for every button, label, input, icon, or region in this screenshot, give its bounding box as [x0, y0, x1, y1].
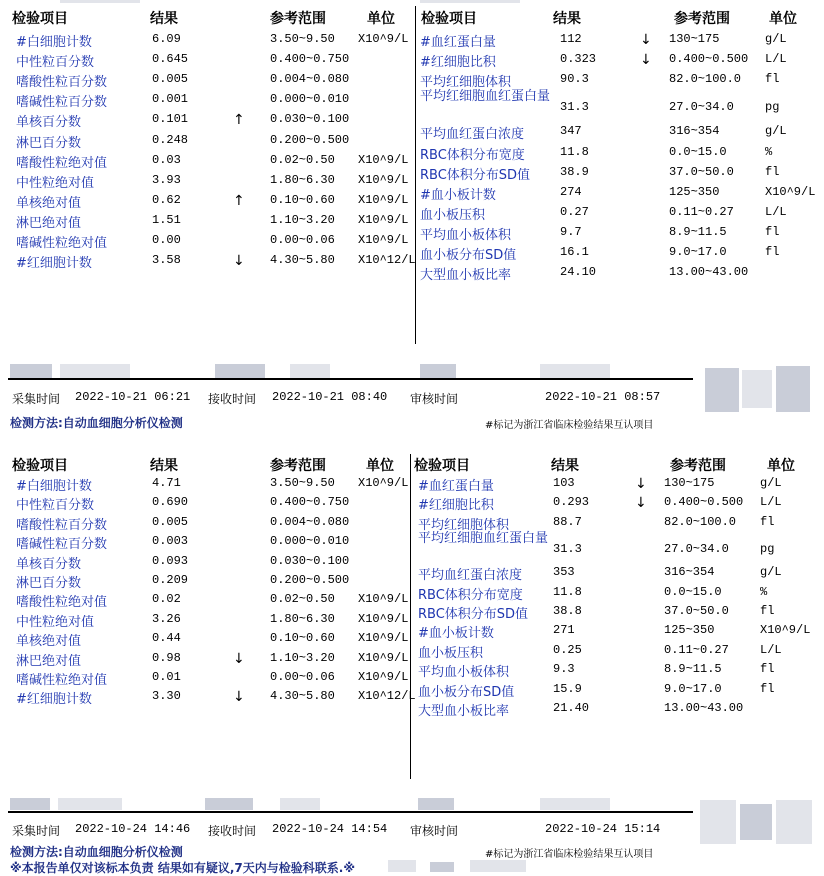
- test-name: 淋巴绝对值: [16, 215, 82, 231]
- abnormal-flag-icon: ↓: [233, 689, 245, 706]
- redaction-block: [420, 364, 456, 378]
- reference-range: 0.00~0.06: [270, 233, 335, 247]
- reference-range: 0.11~0.27: [669, 204, 734, 219]
- redaction-block: [60, 364, 130, 378]
- result-value: 0.293: [553, 495, 590, 510]
- disclaimer: ※本报告单仅对该标本负责 结果如有疑议,7天内与检验科联系.※: [10, 861, 355, 875]
- test-name: 嗜碱性粒百分数: [16, 537, 108, 553]
- header-unit: 单位: [767, 458, 795, 474]
- reference-range: 27.0~34.0: [664, 541, 729, 556]
- reference-range: 0.0~15.0: [669, 144, 727, 159]
- test-name: RBC体积分布宽度: [420, 147, 525, 163]
- redaction-block: [420, 0, 520, 3]
- unit: X10^9/L: [358, 670, 409, 684]
- reference-range: 125~350: [664, 623, 715, 638]
- test-name: 大型血小板比率: [420, 268, 512, 284]
- abnormal-flag-icon: ↓: [640, 52, 652, 69]
- result-value: 0.02: [152, 592, 181, 607]
- unit: fl: [765, 72, 780, 87]
- redaction-block: [418, 798, 454, 810]
- header-result: 结果: [553, 11, 581, 27]
- result-value: 24.10: [560, 265, 597, 280]
- review-time-value: 2022-10-21 08:57: [545, 390, 661, 404]
- reference-range: 8.9~11.5: [664, 662, 722, 677]
- unit: X10^9/L: [760, 623, 811, 638]
- collect-time-value: 2022-10-24 14:46: [75, 822, 191, 836]
- header-item: 检验项目: [414, 458, 470, 474]
- unit: X10^9/L: [358, 212, 409, 227]
- test-name: RBC体积分布宽度: [418, 587, 523, 603]
- reference-range: 0.10~0.60: [270, 192, 335, 207]
- result-value: 11.8: [553, 584, 582, 599]
- abnormal-flag-icon: ↑: [233, 192, 245, 209]
- unit: fl: [760, 604, 775, 619]
- test-name: 平均红细胞血红蛋白量: [418, 531, 549, 547]
- result-value: 90.3: [560, 72, 589, 87]
- header-unit: 单位: [769, 11, 797, 27]
- header-item: 检验项目: [12, 458, 68, 474]
- result-value: 0.98: [152, 650, 181, 665]
- reference-range: 0.0~15.0: [664, 584, 722, 599]
- test-name: 中性粒绝对值: [16, 614, 95, 630]
- result-value: 16.1: [560, 245, 589, 260]
- signature-redaction: [705, 368, 739, 412]
- abnormal-flag-icon: ↓: [233, 253, 245, 270]
- reference-range: 82.0~100.0: [664, 514, 737, 529]
- result-value: 88.7: [553, 514, 582, 529]
- reference-range: 0.400~0.750: [270, 52, 350, 67]
- header-item: 检验项目: [12, 11, 68, 27]
- test-name: 嗜酸性粒绝对值: [16, 595, 108, 611]
- test-name: 平均血小板体积: [418, 665, 510, 681]
- unit: X10^12/L: [358, 689, 416, 704]
- receive-time-value: 2022-10-21 08:40: [272, 390, 388, 404]
- test-name: #白细胞计数: [16, 35, 92, 50]
- result-value: 347: [560, 124, 582, 139]
- reference-range: 0.200~0.500: [270, 573, 350, 587]
- unit: L/L: [765, 204, 787, 219]
- reference-range: 0.11~0.27: [664, 642, 729, 657]
- redaction-block: [430, 862, 454, 872]
- redaction-block: [540, 364, 610, 378]
- result-value: 0.44: [152, 631, 181, 646]
- test-name: 血小板分布SD值: [420, 248, 517, 264]
- reference-range: 0.200~0.500: [270, 132, 350, 147]
- result-value: 0.248: [152, 132, 189, 147]
- unit: fl: [760, 681, 775, 696]
- collect-time-value: 2022-10-21 06:21: [75, 390, 191, 404]
- test-name: #红细胞计数: [16, 692, 92, 708]
- reference-range: 130~175: [664, 476, 715, 490]
- abnormal-flag-icon: ↓: [635, 495, 647, 512]
- reference-range: 1.10~3.20: [270, 212, 335, 227]
- collect-time-label: 采集时间: [12, 393, 61, 407]
- unit: fl: [760, 514, 775, 529]
- result-value: 0.690: [152, 495, 189, 510]
- reference-range: 0.02~0.50: [270, 592, 335, 607]
- reference-range: 0.000~0.010: [270, 534, 350, 549]
- unit: g/L: [760, 476, 782, 490]
- redaction-block: [10, 364, 52, 378]
- reference-range: 4.30~5.80: [270, 689, 335, 704]
- test-name: 嗜碱性粒百分数: [16, 95, 108, 111]
- review-time-label: 审核时间: [410, 393, 459, 407]
- result-value: 4.71: [152, 476, 181, 490]
- reference-range: 82.0~100.0: [669, 72, 742, 87]
- header-item: 检验项目: [421, 11, 477, 27]
- test-name: 淋巴百分数: [16, 135, 82, 151]
- test-name: #红细胞计数: [16, 256, 92, 272]
- reference-range: 3.50~9.50: [270, 32, 335, 46]
- test-name: 平均血红蛋白浓度: [418, 568, 523, 584]
- receive-time-label: 接收时间: [208, 825, 257, 839]
- redaction-block: [205, 798, 253, 810]
- header-range: 参考范围: [270, 458, 326, 474]
- unit: X10^9/L: [358, 32, 409, 46]
- header-result: 结果: [150, 458, 178, 474]
- unit: X10^9/L: [358, 192, 409, 207]
- header-range: 参考范围: [270, 11, 326, 27]
- test-method: 检测方法:自动血细胞分析仪检测: [10, 845, 183, 859]
- redaction-block: [58, 798, 122, 810]
- test-name: 中性粒绝对值: [16, 175, 95, 191]
- unit: fl: [765, 224, 780, 239]
- reference-range: 13.00~43.00: [669, 265, 749, 280]
- reference-range: 8.9~11.5: [669, 224, 727, 239]
- result-value: 3.93: [152, 172, 181, 187]
- reference-range: 0.00~0.06: [270, 670, 335, 684]
- test-name: 平均红细胞体积: [418, 517, 510, 533]
- unit: L/L: [765, 52, 787, 67]
- test-name: 淋巴百分数: [16, 576, 82, 591]
- abnormal-flag-icon: ↓: [635, 476, 647, 492]
- test-name: #白细胞计数: [16, 479, 92, 494]
- result-value: 3.30: [152, 689, 181, 704]
- unit: pg: [760, 541, 775, 556]
- test-name: 嗜酸性粒百分数: [16, 517, 108, 533]
- redaction-block: [290, 364, 330, 378]
- header-unit: 单位: [367, 11, 395, 27]
- reference-range: 13.00~43.00: [664, 701, 744, 716]
- redaction-block: [10, 798, 50, 810]
- test-name: 单核绝对值: [16, 634, 82, 650]
- result-value: 271: [553, 623, 575, 638]
- reference-range: 1.80~6.30: [270, 172, 335, 187]
- reference-range: 3.50~9.50: [270, 476, 335, 490]
- test-name: 单核绝对值: [16, 195, 82, 211]
- result-value: 3.58: [152, 253, 181, 268]
- unit: fl: [765, 245, 780, 260]
- reference-range: 0.400~0.750: [270, 495, 350, 510]
- result-value: 0.003: [152, 534, 189, 549]
- unit: X10^9/L: [358, 631, 409, 646]
- unit: pg: [765, 100, 780, 115]
- header-result: 结果: [150, 11, 178, 27]
- separator-line: [8, 811, 693, 813]
- test-name: 单核百分数: [16, 115, 82, 131]
- unit: X10^12/L: [358, 253, 416, 268]
- test-name: #血小板计数: [420, 187, 496, 203]
- unit: X10^9/L: [358, 611, 409, 626]
- test-name: 中性粒百分数: [16, 55, 95, 71]
- reference-range: 316~354: [664, 565, 715, 580]
- test-name: 大型血小板比率: [418, 704, 510, 720]
- result-value: 11.8: [560, 144, 589, 159]
- test-name: #血小板计数: [418, 626, 494, 642]
- reference-range: 27.0~34.0: [669, 100, 734, 115]
- signature-redaction: [742, 370, 772, 408]
- redaction-block: [470, 860, 526, 872]
- collect-time-label: 采集时间: [12, 825, 61, 839]
- unit: X10^9/L: [358, 233, 409, 247]
- reference-range: 0.030~0.100: [270, 112, 350, 127]
- test-name: #红细胞比积: [418, 498, 494, 514]
- unit: L/L: [760, 642, 782, 657]
- result-value: 15.9: [553, 681, 582, 696]
- signature-redaction: [700, 800, 736, 844]
- unit: X10^9/L: [358, 172, 409, 187]
- result-value: 38.9: [560, 164, 589, 179]
- result-value: 9.7: [560, 224, 582, 239]
- reference-range: 0.030~0.100: [270, 553, 350, 568]
- review-time-value: 2022-10-24 15:14: [545, 822, 661, 836]
- reference-range: 0.400~0.500: [669, 52, 749, 67]
- result-value: 38.8: [553, 604, 582, 619]
- test-name: RBC体积分布SD值: [420, 167, 531, 183]
- test-name: 血小板压积: [418, 645, 484, 661]
- signature-redaction: [776, 366, 810, 412]
- test-name: 嗜酸性粒绝对值: [16, 155, 108, 171]
- redaction-block: [540, 798, 610, 810]
- result-value: 0.00: [152, 233, 181, 247]
- result-value: 0.03: [152, 152, 181, 167]
- test-name: 血小板压积: [420, 207, 486, 223]
- reference-range: 125~350: [669, 184, 720, 199]
- result-value: 0.62: [152, 192, 181, 207]
- unit: fl: [760, 662, 775, 677]
- reference-range: 9.0~17.0: [664, 681, 722, 696]
- column-divider: [415, 6, 416, 344]
- result-value: 0.645: [152, 52, 189, 67]
- unit: X10^9/L: [358, 476, 409, 490]
- test-name: 血小板分布SD值: [418, 684, 515, 700]
- recognition-note: #标记为浙江省临床检验结果互认项目: [485, 849, 654, 860]
- test-name: #血红蛋白量: [420, 35, 496, 50]
- receive-time-value: 2022-10-24 14:54: [272, 822, 388, 836]
- reference-range: 1.10~3.20: [270, 650, 335, 665]
- signature-redaction: [776, 800, 812, 844]
- result-value: 31.3: [553, 541, 582, 556]
- reference-range: 37.0~50.0: [664, 604, 729, 619]
- recognition-note: #标记为浙江省临床检验结果互认项目: [485, 420, 654, 431]
- unit: X10^9/L: [358, 152, 409, 167]
- reference-range: 0.004~0.080: [270, 72, 350, 87]
- result-value: 1.51: [152, 212, 181, 227]
- result-value: 0.323: [560, 52, 597, 67]
- test-name: 平均血小板体积: [420, 227, 512, 243]
- abnormal-flag-icon: ↑: [233, 112, 245, 129]
- test-name: 平均红细胞血红蛋白量: [420, 89, 551, 105]
- result-value: 0.27: [560, 204, 589, 219]
- unit: g/L: [760, 565, 782, 580]
- abnormal-flag-icon: ↓: [233, 650, 245, 667]
- result-value: 0.005: [152, 514, 189, 529]
- result-value: 0.093: [152, 553, 189, 568]
- test-name: 嗜酸性粒百分数: [16, 75, 108, 91]
- unit: X10^9/L: [358, 650, 409, 665]
- unit: g/L: [765, 32, 787, 46]
- test-name: 单核百分数: [16, 556, 82, 572]
- reference-range: 316~354: [669, 124, 720, 139]
- result-value: 0.01: [152, 670, 181, 684]
- receive-time-label: 接收时间: [208, 393, 257, 407]
- column-divider: [410, 454, 411, 779]
- result-value: 274: [560, 184, 582, 199]
- reference-range: 0.004~0.080: [270, 514, 350, 529]
- unit: %: [765, 144, 773, 159]
- result-value: 3.26: [152, 611, 181, 626]
- redaction-block: [60, 0, 140, 3]
- unit: %: [760, 584, 768, 599]
- result-value: 112: [560, 32, 582, 46]
- result-value: 0.005: [152, 72, 189, 87]
- header-range: 参考范围: [674, 11, 730, 27]
- redaction-block: [215, 364, 265, 378]
- result-value: 6.09: [152, 32, 181, 46]
- result-value: 0.001: [152, 92, 189, 107]
- test-name: 淋巴绝对值: [16, 653, 82, 669]
- unit: X10^9/L: [765, 184, 816, 199]
- unit: fl: [765, 164, 780, 179]
- abnormal-flag-icon: ↓: [640, 32, 652, 48]
- reference-range: 0.000~0.010: [270, 92, 350, 107]
- test-name: #血红蛋白量: [418, 479, 494, 494]
- test-name: 嗜碱性粒绝对值: [16, 236, 108, 251]
- reference-range: 130~175: [669, 32, 720, 46]
- reference-range: 9.0~17.0: [669, 245, 727, 260]
- result-value: 21.40: [553, 701, 590, 716]
- unit: X10^9/L: [358, 592, 409, 607]
- result-value: 9.3: [553, 662, 575, 677]
- test-name: 平均红细胞体积: [420, 75, 512, 91]
- test-name: 平均血红蛋白浓度: [420, 127, 525, 143]
- header-unit: 单位: [366, 458, 394, 474]
- header-range: 参考范围: [670, 458, 726, 474]
- test-name: #红细胞比积: [420, 55, 496, 71]
- reference-range: 0.10~0.60: [270, 631, 335, 646]
- result-value: 0.209: [152, 573, 189, 587]
- result-value: 0.25: [553, 642, 582, 657]
- test-name: 中性粒百分数: [16, 498, 95, 514]
- test-method: 检测方法:自动血细胞分析仪检测: [10, 416, 183, 430]
- test-name: 嗜碱性粒绝对值: [16, 673, 108, 688]
- reference-range: 0.400~0.500: [664, 495, 744, 510]
- unit: L/L: [760, 495, 782, 510]
- reference-range: 4.30~5.80: [270, 253, 335, 268]
- redaction-block: [280, 798, 320, 810]
- result-value: 103: [553, 476, 575, 490]
- unit: g/L: [765, 124, 787, 139]
- reference-range: 1.80~6.30: [270, 611, 335, 626]
- review-time-label: 审核时间: [410, 825, 459, 839]
- result-value: 353: [553, 565, 575, 580]
- test-name: RBC体积分布SD值: [418, 607, 529, 623]
- header-result: 结果: [551, 458, 579, 474]
- result-value: 31.3: [560, 100, 589, 115]
- reference-range: 37.0~50.0: [669, 164, 734, 179]
- separator-line: [8, 378, 693, 380]
- reference-range: 0.02~0.50: [270, 152, 335, 167]
- redaction-block: [388, 860, 416, 872]
- result-value: 0.101: [152, 112, 189, 127]
- signature-redaction: [740, 804, 772, 840]
